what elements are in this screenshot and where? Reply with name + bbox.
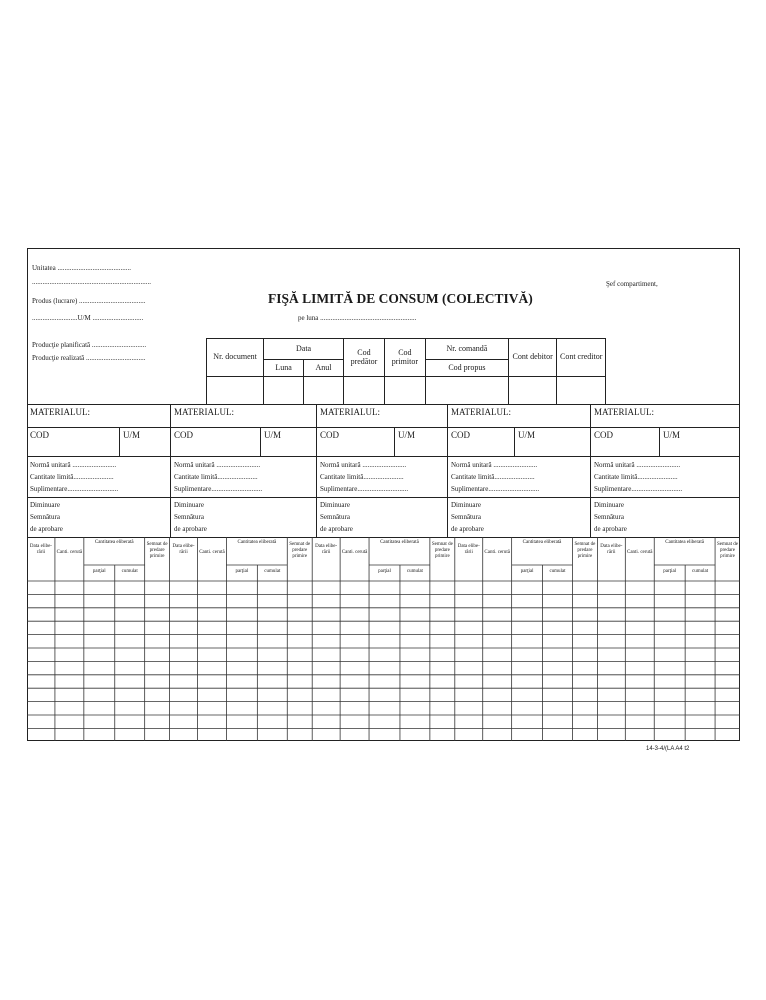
cantitatea-eliberata-header: Cantitatea eliberată [665,540,705,545]
cod-label: COD [174,430,194,440]
norma-unitara-label: Normă unitară ......................... [594,461,681,469]
diminuare-label: Diminuare [451,501,481,509]
material-sections [27,404,740,537]
data-header: Data [264,339,344,360]
um-field: ..........................U/M ............................. [32,314,144,322]
um-divider [394,427,395,456]
cod-label: COD [594,430,614,440]
movement-grid [27,537,740,741]
cont-creditor-header: Cont creditor [557,339,606,377]
productie-planificata: Producţie planificată ............................... [32,341,147,349]
cantitate-limita-label: Cantitate limită....................... [30,473,114,481]
partial-header: parţial [235,569,249,574]
um-label: U/M [123,430,141,440]
nr-comanda-cell[interactable] [425,377,508,405]
produs-field: Produs (lucrare) ...................................... [32,297,146,305]
cumulat-header: cumulat [121,569,138,574]
partial-header: parţial [92,569,106,574]
um-divider [514,427,515,456]
norma-unitara-label: Normă unitară ......................... [174,461,261,469]
semnatura-label: Semnătura [30,513,60,521]
partial-header: parţial [520,569,534,574]
suplimentare-label: Suplimentare............................. [320,485,409,493]
unitatea-field: Unitatea .......................................... [32,264,131,272]
cant-ceruta-header: Canti. cerută [341,550,368,555]
cant-ceruta-header: Canti. cerută [484,550,510,555]
cumulat-header: cumulat [406,569,423,574]
partial-header: parţial [378,569,391,574]
cod-predator-cell[interactable] [343,377,384,405]
um-label: U/M [663,430,681,440]
semnat-predare-header: Semnat de predare primire [289,542,311,559]
document-header-table [206,338,606,405]
cant-ceruta-header: Canti. cerută [56,550,83,555]
cantitatea-eliberata-header: Cantitatea eliberată [380,540,419,545]
anul-cell[interactable] [304,377,344,405]
suplimentare-label: Suplimentare............................. [594,485,683,493]
cantitatea-eliberata-header: Cantitatea eliberată [237,540,277,545]
um-label: U/M [518,430,536,440]
um-label: U/M [264,430,282,440]
suplimentare-label: Suplimentare............................. [174,485,263,493]
semnatura-label: Semnătura [320,513,350,521]
anul-header: Anul [304,360,344,377]
luna-header: Luna [264,360,304,377]
productie-realizata: Producţie realizată .................................. [32,354,146,362]
um-divider [119,427,120,456]
cont-debitor-cell[interactable] [508,377,557,405]
diminuare-label: Diminuare [174,501,204,509]
materialul-label: MATERIALUL: [451,407,511,417]
cantitate-limita-label: Cantitate limită....................... [320,473,404,481]
materialul-label: MATERIALUL: [174,407,234,417]
cod-primitor-header: Cod primitor [384,339,425,377]
form-title: FIŞĂ LIMITĂ DE CONSUM (COLECTIVĂ) [268,291,533,306]
cantitate-limita-label: Cantitate limită....................... [174,473,258,481]
um-divider [659,427,660,456]
nr-document-header: Nr. document [207,339,264,377]
semnat-predare-header: Semnat de predare primire [431,542,453,559]
cod-label: COD [30,430,50,440]
um-divider [260,427,261,456]
cod-propus-header: Cod propus [425,360,508,377]
cumulat-header: cumulat [549,569,566,574]
cantitate-limita-label: Cantitate limită....................... [451,473,535,481]
data-eliberarii-header: Data elibe- rării [315,544,338,555]
suplimentare-label: Suplimentare............................. [451,485,540,493]
semnatura-label: Semnătura [451,513,481,521]
aprobare-label: de aprobare [30,525,63,533]
semnat-predare-header: Semnat de predare primire [717,542,738,559]
cantitatea-eliberata-header: Cantitatea eliberată [94,540,134,545]
diminuare-label: Diminuare [320,501,350,509]
semnat-predare-header: Semnat de predare primire [146,542,168,559]
diminuare-label: Diminuare [594,501,624,509]
data-eliberarii-header: Data elibe- rării [457,544,480,555]
unitatea-line: .................................................................... [32,278,151,286]
norma-unitara-label: Normă unitară ......................... [30,461,117,469]
suplimentare-label: Suplimentare............................. [30,485,119,493]
cod-predator-header: Cod predător [343,339,384,377]
data-eliberarii-header: Data elibe- rării [600,544,623,555]
data-eliberarii-header: Data elibe- rării [29,544,52,555]
aprobare-label: de aprobare [594,525,627,533]
semnat-predare-header: Semnat de predare primire [574,542,596,559]
norma-unitara-label: Normă unitară ......................... [451,461,538,469]
aprobare-label: de aprobare [320,525,353,533]
materialul-label: MATERIALUL: [594,407,654,417]
cant-ceruta-header: Canti. cerută [199,550,225,555]
cantitatea-eliberata-header: Cantitatea eliberată [522,540,562,545]
aprobare-label: de aprobare [451,525,484,533]
cant-ceruta-header: Canti. cerută [626,550,653,555]
partial-header: parţial [663,569,677,574]
cod-primitor-cell[interactable] [384,377,425,405]
semnatura-label: Semnătura [594,513,624,521]
form-code: 14-3-4/(LA A4 t2 [646,746,690,752]
cumulat-header: cumulat [264,569,281,574]
form-subtitle: pe luna ....................................................... [298,314,417,322]
materialul-label: MATERIALUL: [320,407,380,417]
aprobare-label: de aprobare [174,525,207,533]
nr-comanda-header: Nr. comandă [425,339,508,360]
luna-cell[interactable] [264,377,304,405]
nr-document-cell[interactable] [207,377,264,405]
materialul-label: MATERIALUL: [30,407,90,417]
cont-debitor-header: Cont debitor [508,339,557,377]
semnatura-label: Semnătura [174,513,204,521]
sef-compartiment: Şef compartiment, [606,280,658,288]
data-eliberarii-header: Data elibe- rării [172,544,195,555]
cont-creditor-cell[interactable] [557,377,606,405]
diminuare-label: Diminuare [30,501,60,509]
cantitate-limita-label: Cantitate limită....................... [594,473,678,481]
cod-label: COD [451,430,471,440]
cumulat-header: cumulat [692,569,709,574]
norma-unitara-label: Normă unitară ......................... [320,461,407,469]
um-label: U/M [398,430,416,440]
cod-label: COD [320,430,340,440]
